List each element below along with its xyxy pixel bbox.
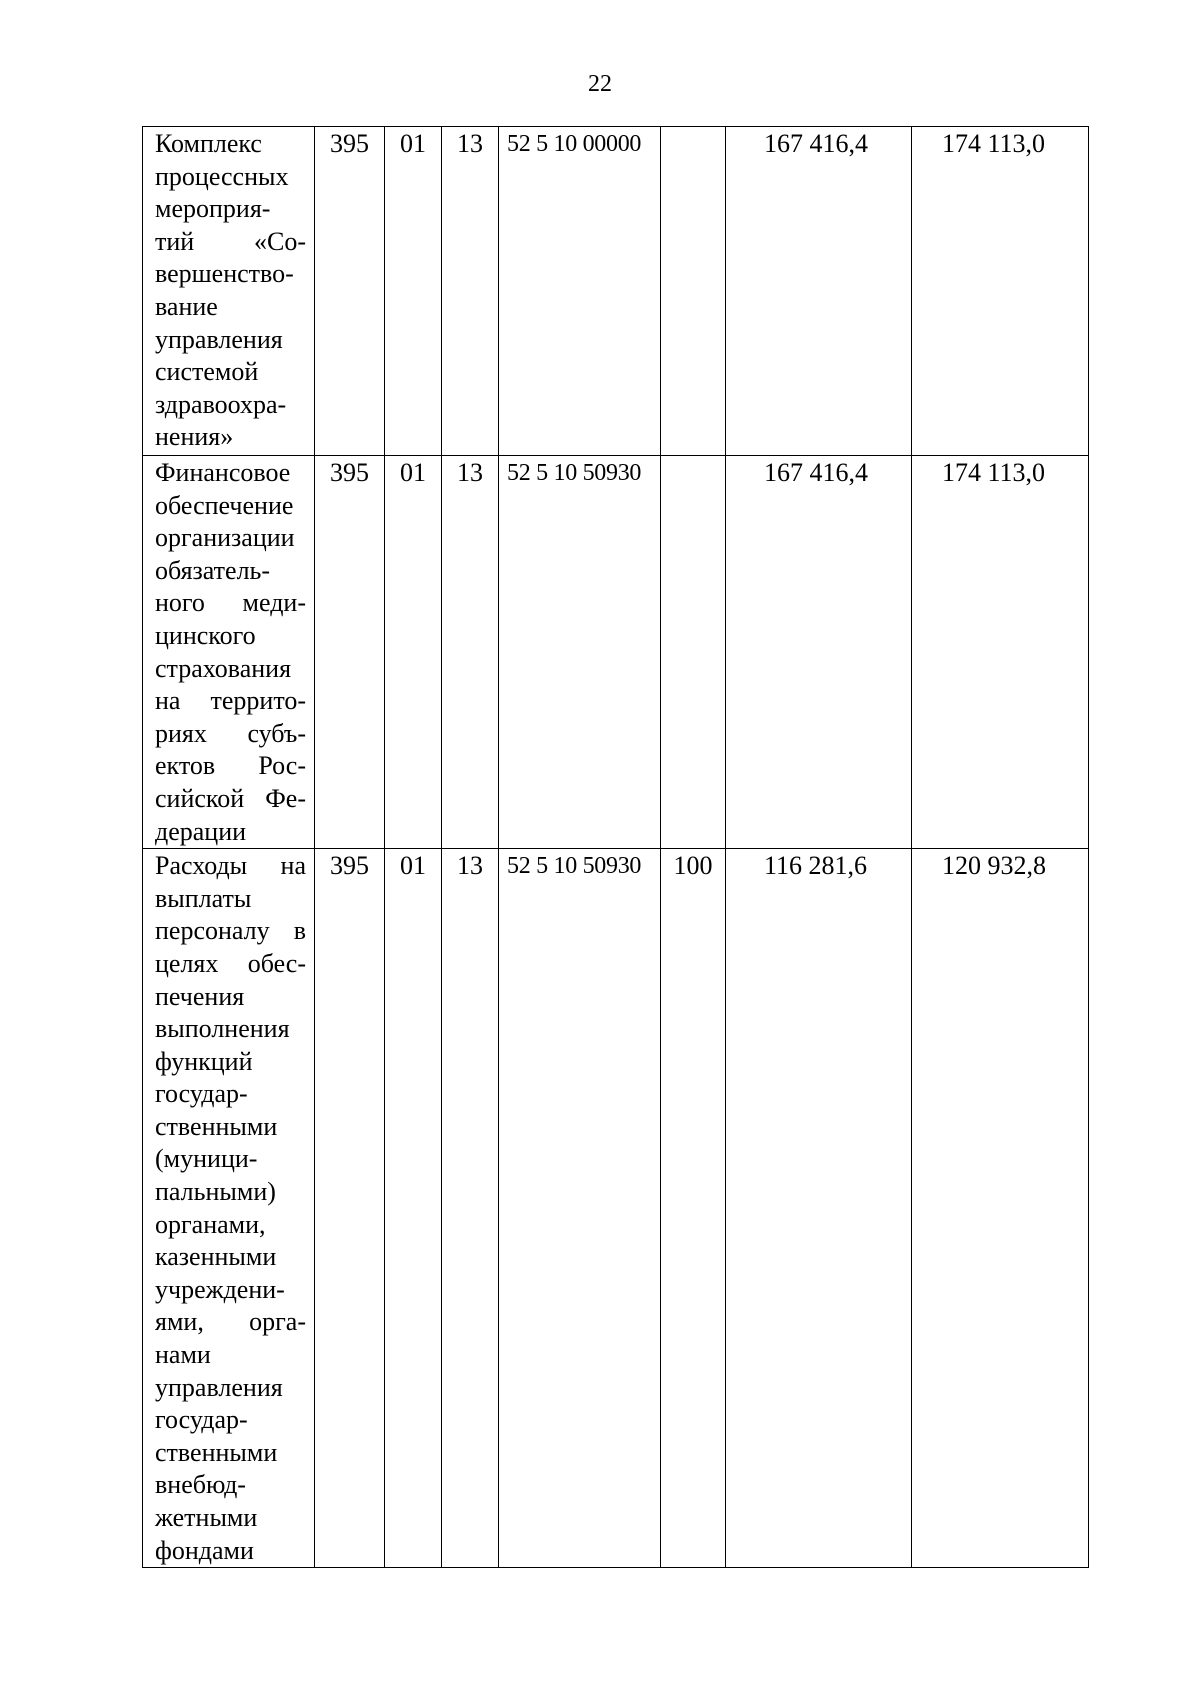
row-name-line: процессных	[155, 161, 289, 191]
row-name-line: на террито-	[155, 686, 306, 716]
row-name-line: учреждени-	[155, 1274, 285, 1304]
admin-code-cell: 395	[315, 849, 385, 1568]
section-code-cell: 01	[385, 127, 442, 456]
row-name-line: системой	[155, 357, 259, 387]
row-name-line: вание	[155, 291, 218, 321]
row-name-line: жетными	[155, 1503, 258, 1532]
amount-year2-cell: 174 113,0	[912, 456, 1089, 849]
row-name-line: управления	[155, 324, 283, 354]
row-name-line: ственными	[155, 1111, 278, 1141]
admin-code-cell: 395	[315, 456, 385, 849]
row-name-line: тий «Со-	[155, 226, 306, 256]
expense-type-cell	[661, 127, 726, 456]
row-name-line: выполнения	[155, 1014, 290, 1044]
row-name-line: ственными	[155, 1437, 278, 1467]
row-name-line: государ-	[155, 1079, 248, 1109]
row-name-line: сийской Фе-	[155, 783, 306, 813]
row-name-line: выплаты	[155, 883, 252, 913]
row-name-line: Комплекс	[155, 129, 262, 158]
row-name-line: нения»	[155, 422, 234, 452]
row-name-line: ного меди-	[155, 588, 306, 618]
target-article-cell: 52 5 10 50930	[499, 456, 661, 849]
row-name-line: дерации	[155, 816, 247, 846]
row-name-line: пальными)	[155, 1177, 276, 1207]
target-article-cell: 52 5 10 00000	[499, 127, 661, 456]
row-name-line: ектов Рос-	[155, 751, 306, 781]
section-code-cell: 01	[385, 456, 442, 849]
table-row	[143, 456, 1089, 849]
table-row	[143, 849, 1089, 1568]
amount-year1-cell: 167 416,4	[726, 456, 912, 849]
row-name-line: нами	[155, 1340, 211, 1370]
row-name-cell	[143, 849, 315, 1568]
row-name-line: мероприя-	[155, 194, 271, 224]
row-name-line: Финансовое	[155, 458, 291, 487]
section-code-cell: 01	[385, 849, 442, 1568]
row-name-line: управления	[155, 1372, 283, 1402]
row-name-line: целях обес-	[155, 948, 306, 978]
subsection-code-cell: 13	[442, 456, 499, 849]
row-name-line: внебюд-	[155, 1470, 246, 1500]
row-name-line: риях субъ-	[155, 718, 306, 748]
row-name-line: (муници-	[155, 1144, 258, 1174]
row-name-line: фондами	[155, 1535, 254, 1565]
expense-type-cell	[661, 456, 726, 849]
target-article-cell: 52 5 10 50930	[499, 849, 661, 1568]
amount-year1-cell: 116 281,6	[726, 849, 912, 1568]
row-name-line: персоналу в	[155, 916, 306, 946]
row-name-cell	[143, 456, 315, 849]
row-name-line: здравоохра-	[155, 389, 287, 419]
row-name-line: организации	[155, 523, 295, 553]
row-name-cell	[143, 127, 315, 456]
subsection-code-cell: 13	[442, 849, 499, 1568]
amount-year2-cell: 120 932,8	[912, 849, 1089, 1568]
amount-year2-cell: 174 113,0	[912, 127, 1089, 456]
budget-table	[142, 126, 1089, 1568]
expense-type-cell: 100	[661, 849, 726, 1568]
row-name-line: страхования	[155, 653, 292, 683]
row-name-line: Расходы на	[155, 851, 306, 881]
row-name-line: государ-	[155, 1405, 248, 1435]
budget-table-body	[143, 127, 1089, 1568]
row-name-line: печения	[155, 981, 245, 1011]
row-name-line: функций	[155, 1046, 253, 1076]
row-name-line: вершенство-	[155, 259, 294, 289]
admin-code-cell: 395	[315, 127, 385, 456]
row-name-line: ями, орга-	[155, 1307, 306, 1337]
row-name-line: органами,	[155, 1209, 266, 1239]
row-name-line: обеспечение	[155, 490, 294, 520]
subsection-code-cell: 13	[442, 127, 499, 456]
page-number: 22	[588, 71, 612, 97]
amount-year1-cell: 167 416,4	[726, 127, 912, 456]
row-name-line: цинского	[155, 620, 256, 650]
table-row	[143, 127, 1089, 456]
row-name-line: обязатель-	[155, 555, 271, 585]
row-name-line: казенными	[155, 1242, 277, 1272]
